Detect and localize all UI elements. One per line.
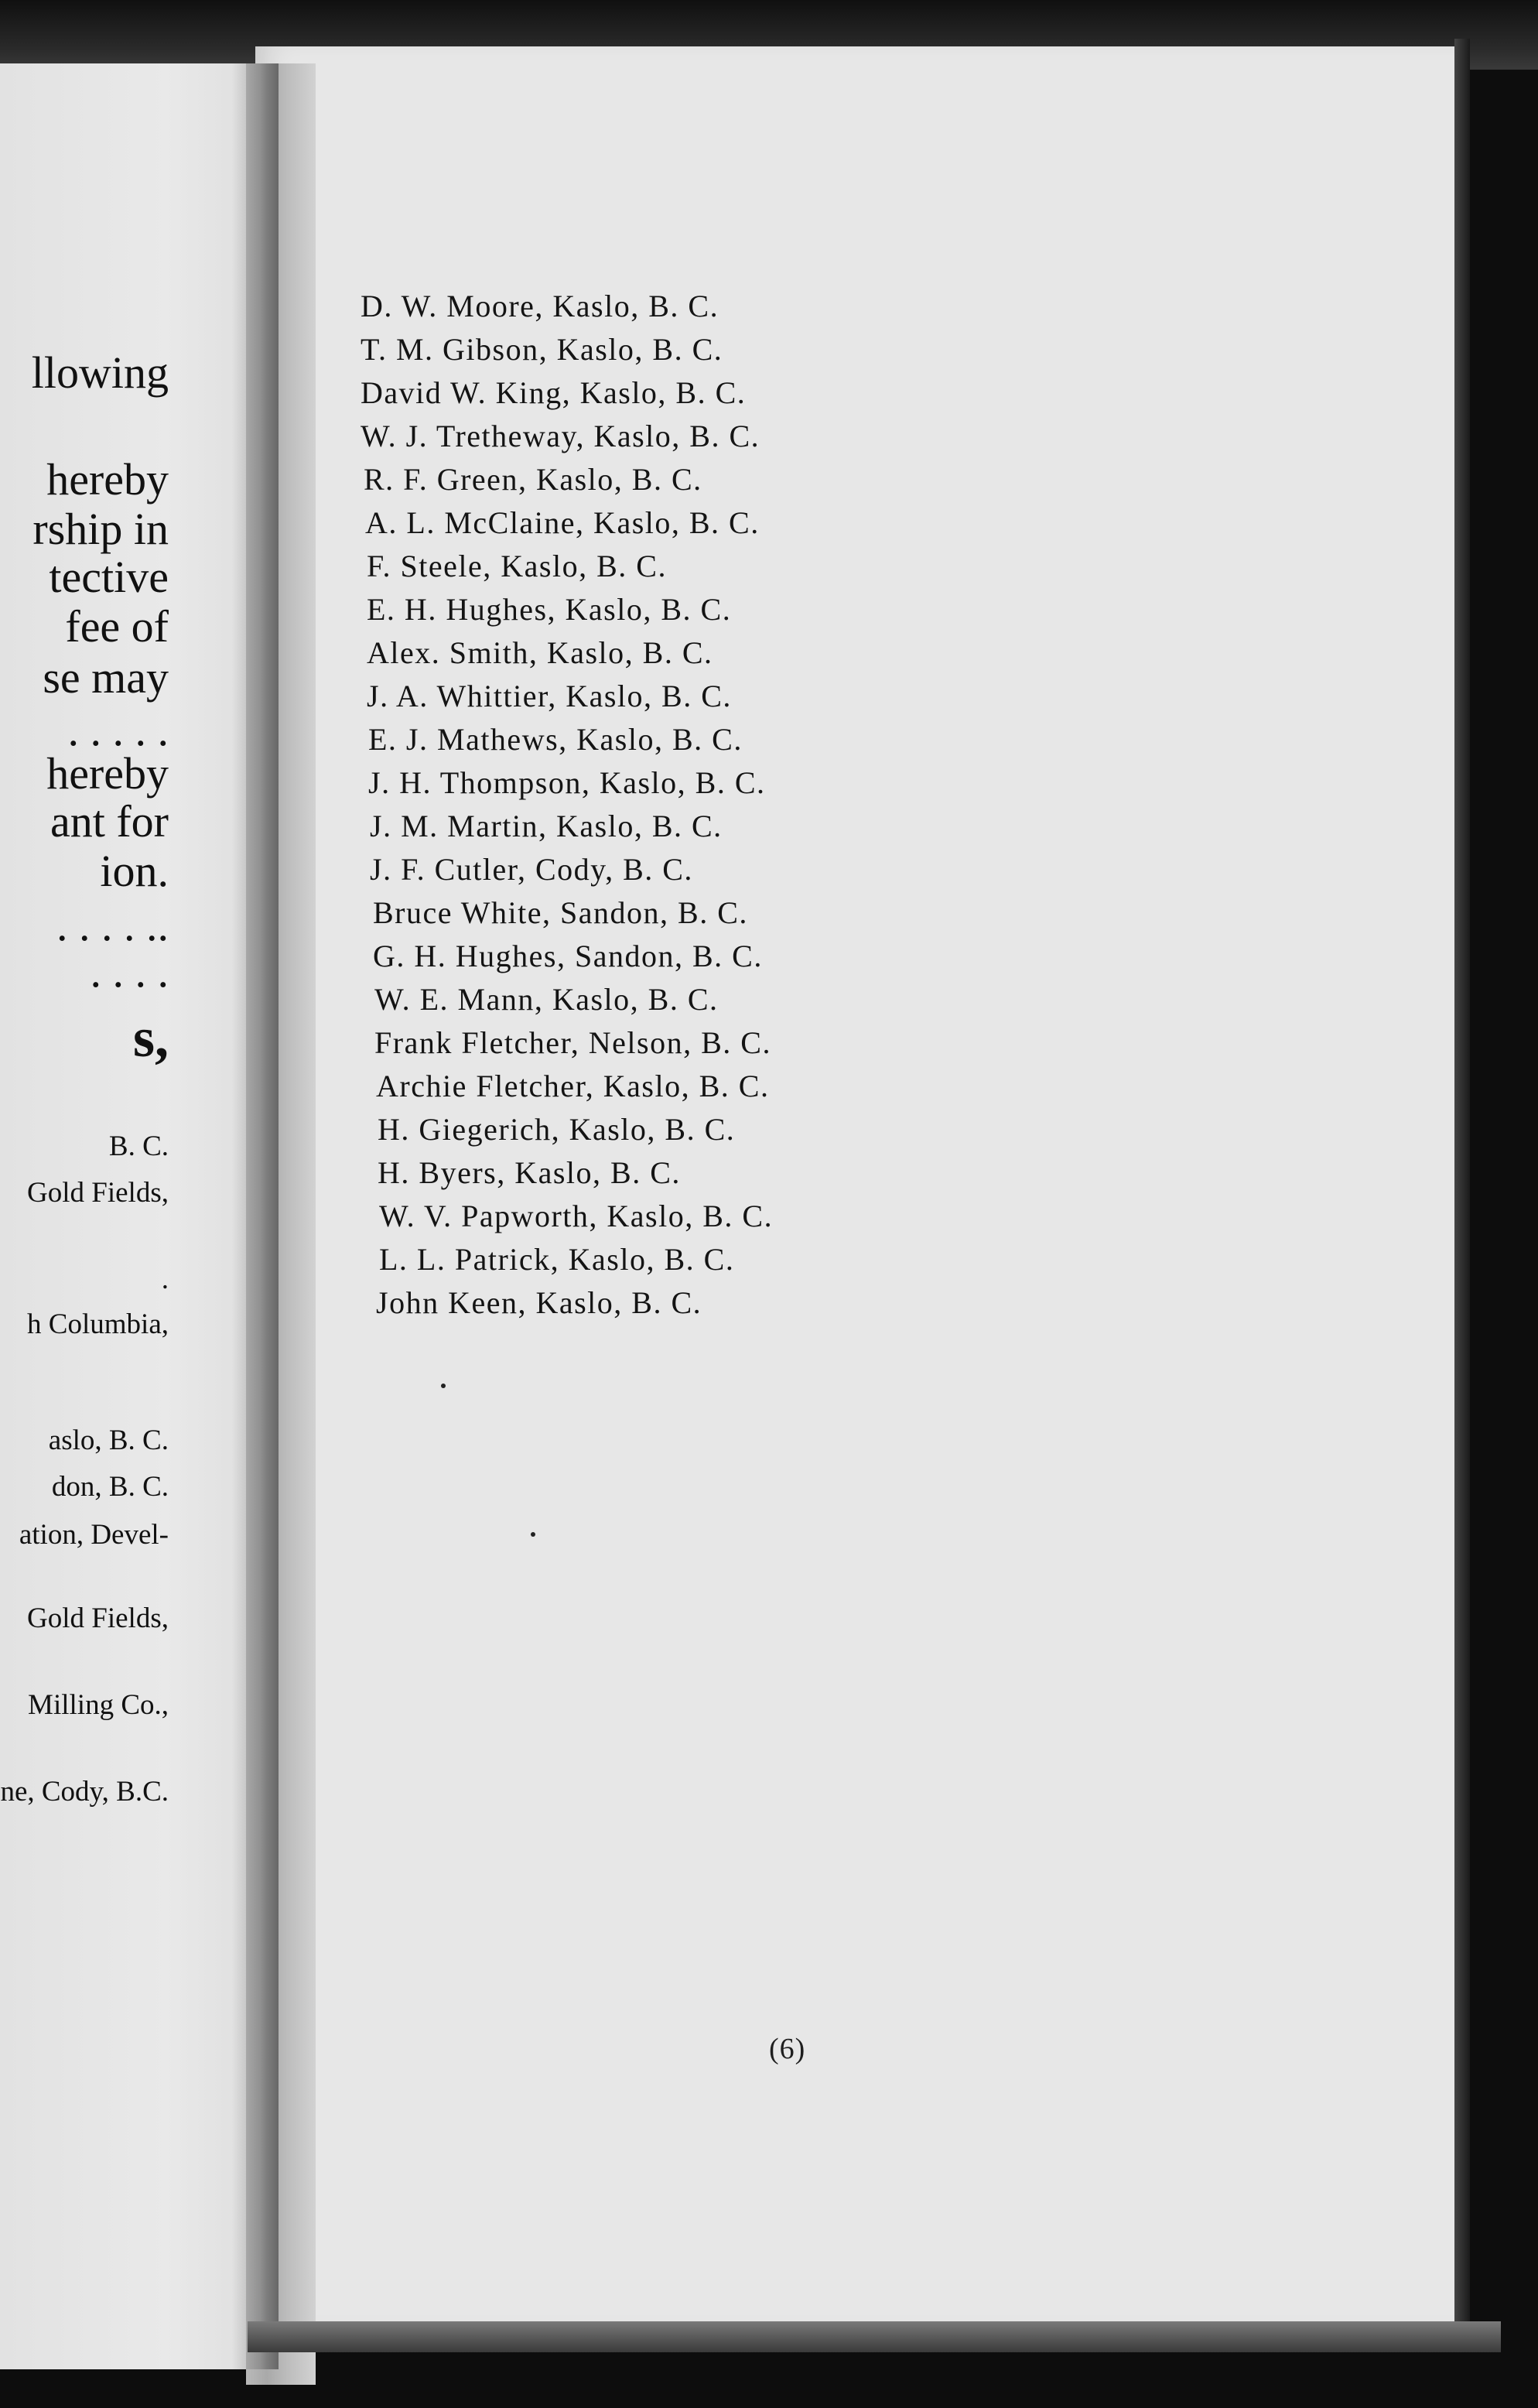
member-name-line: W. J. Tretheway, Kaslo, B. C. xyxy=(361,419,760,453)
left-page-line: Milling Co., xyxy=(28,1689,169,1721)
left-page-line: aslo, B. C. xyxy=(48,1425,169,1456)
left-page-line: se may xyxy=(43,652,169,703)
left-page-line: s, xyxy=(132,1007,169,1069)
member-name-line: D. W. Moore, Kaslo, B. C. xyxy=(361,289,719,323)
page-number: (6) xyxy=(769,2033,806,2065)
left-page-line: hereby xyxy=(46,748,169,799)
left-page-line: llowing xyxy=(31,347,169,398)
ink-speck xyxy=(531,1532,535,1537)
ink-speck xyxy=(441,1384,446,1388)
page-right-edge xyxy=(1454,39,1470,2352)
member-name-line: Bruce White, Sandon, B. C. xyxy=(373,895,748,930)
left-page-line: . xyxy=(161,1264,169,1295)
left-page-line: tective xyxy=(49,552,169,602)
member-name-line: John Keen, Kaslo, B. C. xyxy=(376,1285,702,1320)
member-name-line: F. Steele, Kaslo, B. C. xyxy=(367,549,667,583)
member-name-line: J. F. Cutler, Cody, B. C. xyxy=(370,852,693,887)
member-name-line: H. Giegerich, Kaslo, B. C. xyxy=(378,1112,736,1147)
member-name-line: David W. King, Kaslo, B. C. xyxy=(361,375,747,410)
member-name-line: R. F. Green, Kaslo, B. C. xyxy=(364,462,702,497)
left-page-line: h Columbia, xyxy=(27,1308,169,1340)
member-name-line: H. Byers, Kaslo, B. C. xyxy=(378,1155,681,1190)
left-page-line: don, B. C. xyxy=(51,1471,169,1503)
left-page-line: Gold Fields, xyxy=(27,1602,169,1634)
left-page-line: ant for xyxy=(50,796,169,847)
member-name-line: L. L. Patrick, Kaslo, B. C. xyxy=(379,1242,735,1277)
member-name-line: Archie Fletcher, Kaslo, B. C. xyxy=(376,1069,770,1103)
member-name-line: E. H. Hughes, Kaslo, B. C. xyxy=(367,592,732,627)
left-page-line: rship in xyxy=(32,504,169,554)
left-page-line: fee of xyxy=(65,601,169,652)
member-name-line: J. M. Martin, Kaslo, B. C. xyxy=(370,809,723,843)
member-name-line: E. J. Mathews, Kaslo, B. C. xyxy=(368,722,743,757)
gutter-shadow xyxy=(232,63,279,2369)
member-name-line: T. M. Gibson, Kaslo, B. C. xyxy=(361,332,723,367)
member-name-line: G. H. Hughes, Sandon, B. C. xyxy=(373,939,763,973)
member-name-line: A. L. McClaine, Kaslo, B. C. xyxy=(365,505,760,540)
left-page-line: ne, Cody, B.C. xyxy=(0,1776,169,1808)
left-page-line: ion. xyxy=(100,846,169,896)
left-page-line: . . . . xyxy=(90,946,169,997)
left-page-line: hereby xyxy=(46,454,169,505)
member-name-line: J. H. Thompson, Kaslo, B. C. xyxy=(368,765,766,800)
member-name-line: W. E. Mann, Kaslo, B. C. xyxy=(374,982,719,1017)
left-page-line: B. C. xyxy=(108,1130,169,1162)
member-name-line: W. V. Papworth, Kaslo, B. C. xyxy=(379,1199,774,1233)
member-name-line: Frank Fletcher, Nelson, B. C. xyxy=(374,1025,771,1060)
member-name-line: J. A. Whittier, Kaslo, B. C. xyxy=(367,679,732,713)
left-page-line: . . . . .. xyxy=(56,900,169,950)
member-name-line: Alex. Smith, Kaslo, B. C. xyxy=(367,635,713,670)
left-page-line: Gold Fields, xyxy=(27,1177,169,1209)
left-page-line: . . . . . xyxy=(67,705,169,755)
left-page-line: ation, Devel- xyxy=(19,1519,169,1551)
page-bottom-edge xyxy=(248,2321,1501,2352)
